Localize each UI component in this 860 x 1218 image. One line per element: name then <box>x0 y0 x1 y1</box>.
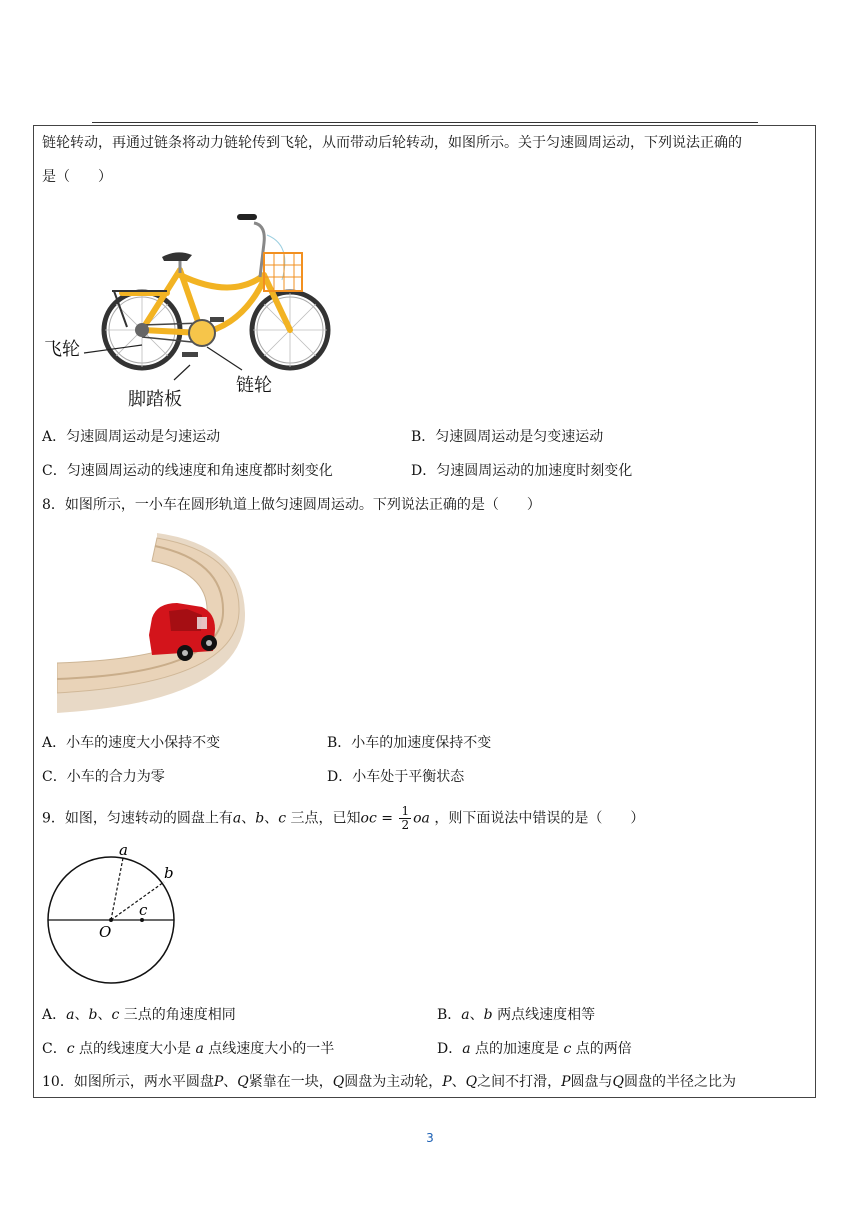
label-o: O <box>99 923 112 941</box>
q8-stem: 8．如图所示，一小车在圆形轨道上做匀速圆周运动。下列说法正确的是（ ） <box>42 497 541 513</box>
q9-option-d: D．a 点的加速度是 c 点的两倍 <box>437 1041 632 1057</box>
q9-stem: 9．如图，匀速转动的圆盘上有a、b、c 三点，已知oc = $\frac{1}{2}$ oa ，则下面说法中错误的是（ ） <box>42 804 645 832</box>
page-number: 3 <box>426 1131 434 1145</box>
disk-figure <box>45 840 185 985</box>
radius-oa <box>111 858 123 920</box>
one-half-fraction: $\frac{1}{2}$ <box>401 804 410 832</box>
q8-option-c: C．小车的合力为零 <box>42 769 165 785</box>
q8-option-b: B．小车的加速度保持不变 <box>327 735 492 751</box>
q8-option-d: D．小车处于平衡状态 <box>327 769 465 785</box>
q7-option-d: D．匀速圆周运动的加速度时刻变化 <box>411 463 633 479</box>
q9-option-a: A．a、b、c 三点的角速度相同 <box>42 1007 236 1023</box>
label-a: a <box>119 841 128 859</box>
q9-option-c: C．c 点的线速度大小是 a 点线速度大小的一半 <box>42 1041 335 1057</box>
q7-option-a: A．匀速圆周运动是匀速运动 <box>42 429 221 445</box>
sprocket-label: 链轮 <box>236 375 272 396</box>
q9-option-b: B．a、b 两点线速度相等 <box>437 1007 596 1023</box>
q7-stem-line2: 是（ ） <box>42 169 112 185</box>
car-track-figure <box>57 533 247 715</box>
q10-stem: 10．如图所示，两水平圆盘P、Q紧靠在一块，Q圆盘为主动轮，P、Q之间不打滑，P圆盘与Q圆盘的半径之比为 <box>42 1074 737 1090</box>
label-b: b <box>164 864 174 882</box>
flywheel-label: 飞轮 <box>44 339 80 360</box>
q7-option-c: C．匀速圆周运动的线速度和角速度都时刻变化 <box>42 463 333 479</box>
q7-option-b: B．匀速圆周运动是匀变速运动 <box>411 429 604 445</box>
header-rule <box>92 122 758 123</box>
q7-stem-line1: 链轮转动，再通过链条将动力链轮传到飞轮，从而带动后轮转动，如图所示。关于匀速圆周运动，下列说法正确的 <box>42 135 742 151</box>
center-point <box>109 918 113 922</box>
q8-option-a: A．小车的速度大小保持不变 <box>42 735 221 751</box>
label-c: c <box>139 901 148 919</box>
bicycle-figure <box>42 205 342 415</box>
radius-ob <box>111 882 164 920</box>
pedal-label: 脚踏板 <box>128 389 182 410</box>
